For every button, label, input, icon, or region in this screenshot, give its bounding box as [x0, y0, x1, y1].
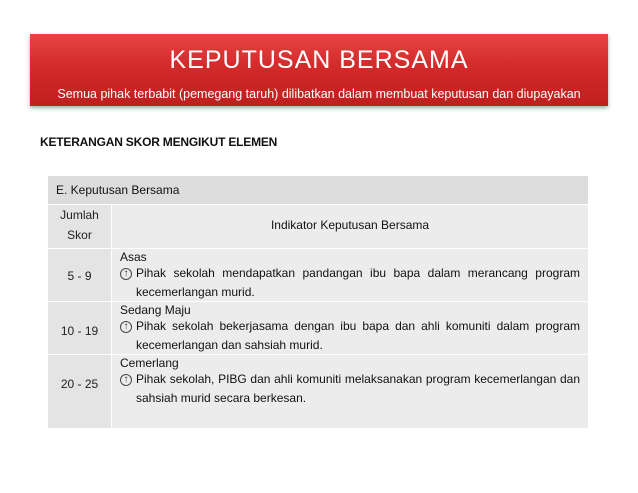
title-banner	[30, 34, 608, 106]
indicator-description: Pihak sekolah bekerjasama dengan ibu bapa dan ahli komuniti dalam program kecemerlangan dan sahsiah murid.	[136, 319, 580, 352]
page-title: KEPUTUSAN BERSAMA	[169, 46, 469, 74]
header-score-label-1: Jumlah	[60, 208, 99, 222]
table-row-score-cell	[48, 355, 111, 428]
table-title: E. Keputusan Bersama	[56, 183, 180, 197]
table-row	[112, 302, 588, 354]
clock-icon: ↑	[120, 321, 132, 333]
table-title-row	[48, 176, 588, 204]
divider	[48, 301, 588, 302]
level-name: Cemerlang	[120, 356, 179, 370]
table-row	[112, 355, 588, 428]
table-row-score-cell	[48, 249, 111, 301]
level-name: Asas	[120, 250, 147, 264]
score-range: 10 - 19	[60, 324, 99, 338]
table-row	[112, 249, 588, 301]
score-table	[48, 176, 588, 428]
table-row-score-cell	[48, 302, 111, 354]
header-indicator-cell	[112, 204, 588, 248]
divider	[48, 354, 588, 355]
score-range: 5 - 9	[67, 269, 92, 283]
header-indicator-label: Indikator Keputusan Bersama	[270, 218, 430, 232]
divider	[48, 204, 588, 205]
level-name: Sedang Maju	[120, 303, 191, 317]
score-range: 20 - 25	[60, 377, 99, 391]
header-score-label-2: Skor	[67, 228, 92, 242]
header-score-cell	[48, 204, 111, 248]
section-heading: KETERANGAN SKOR MENGIKUT ELEMEN	[40, 135, 278, 149]
clock-icon: ↑	[120, 268, 132, 280]
page-subtitle: Semua pihak terbabit (pemegang taruh) dilibatkan dalam membuat keputusan dan diupayakan	[57, 87, 581, 101]
indicator-description: Pihak sekolah mendapatkan pandangan ibu bapa dalam merancang program kecemerlangan murid.	[136, 266, 580, 299]
divider	[111, 204, 112, 428]
indicator-description: Pihak sekolah, PIBG dan ahli komuniti melaksanakan program kecemerlangan dan sahsiah murid secara berkesan.	[136, 372, 580, 405]
clock-icon: ↑	[120, 374, 132, 386]
divider	[48, 248, 588, 249]
